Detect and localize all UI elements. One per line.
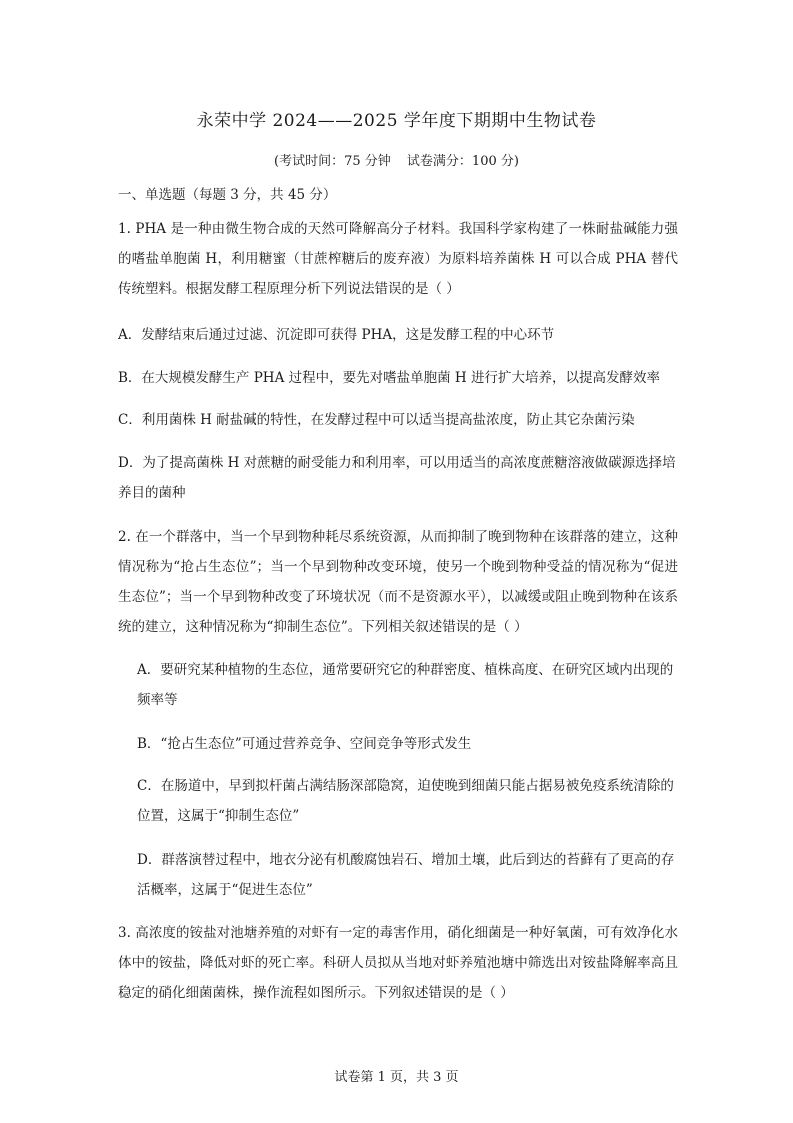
full-score: 试卷满分：100 分): [406, 154, 519, 169]
question-1-option-a: A．发酵结束后通过过滤、沉淀即可获得 PHA，这是发酵工程的中心环节: [118, 327, 555, 343]
exam-time: (考试时间：75 分钟: [274, 154, 391, 169]
exam-title: 永荣中学 2024——2025 学年度下期期中生物试卷: [196, 111, 597, 131]
question-1-stem: 1. PHA 是一种由微生物合成的天然可降解高分子材料。我国科学家构建了一株耐盐碱能力强的嗜盐单胞菌 H，利用糖蜜（甘蔗榨糖后的废弃液）为原料培养菌株 H 可以合成 PHA 替代传统塑料。根据发酵工程原理分析下列说法错误的是（ ）: [118, 221, 678, 297]
question-2-option-b: B．“抢占生态位”可通过营养竞争、空间竞争等形式发生: [137, 736, 472, 752]
question-3-stem: 3. 高浓度的铵盐对池塘养殖的对虾有一定的毒害作用，硝化细菌是一种好氧菌，可有效净化水体中的铵盐，降低对虾的死亡率。科研人员拟从当地对虾养殖池塘中筛选出对铵盐降解率高且稳定的硝化细菌菌株，操作流程如图所示。下列叙述错误的是（ ）: [118, 925, 678, 1001]
question-2-option-d: D．群落演替过程中，地衣分泌有机酸腐蚀岩石、增加土壤，此后到达的苔藓有了更高的存活概率，这属于“促进生态位”: [137, 852, 675, 898]
page-footer: 试卷第 1 页，共 3 页: [334, 1070, 459, 1085]
question-2-option-a: A．要研究某种植物的生态位，通常要研究它的种群密度、植株高度、在研究区域内出现的频率等: [137, 662, 674, 708]
question-1-option-c: C．利用菌株 H 耐盐碱的特性，在发酵过程中可以适当提高盐浓度，防止其它杂菌污染: [118, 412, 635, 428]
question-2-option-c: C．在肠道中，早到拟杆菌占满结肠深部隐窝，迫使晚到细菌只能占据易被免疫系统清除的位置，这属于“抑制生态位”: [137, 778, 674, 824]
question-1-option-d: D．为了提高菌株 H 对蔗糖的耐受能力和利用率，可以用适当的高浓度蔗糖溶液做碳源选择培养目的菌种: [118, 455, 676, 501]
exam-subtitle: [0, 150, 793, 169]
section-heading: 一、单选题（每题 3 分，共 45 分）: [118, 187, 337, 203]
question-1-option-b: B．在大规模发酵生产 PHA 过程中，要先对嗜盐单胞菌 H 进行扩大培养，以提高发酵效率: [118, 370, 660, 386]
question-2-stem: 2. 在一个群落中，当一个早到物种耗尽系统资源，从而抑制了晚到物种在该群落的建立，这种情况称为“抢占生态位”；当一个早到物种改变环境，使另一个晚到物种受益的情况称为“促进生态位”；当一个早到物种改变了环境状况（而不是资源水平），以减缓或阻止晚到物种在该系统的建立，这种情况称为“抑制生态位”。下列相关叙述错误的是（ ）: [118, 529, 678, 635]
